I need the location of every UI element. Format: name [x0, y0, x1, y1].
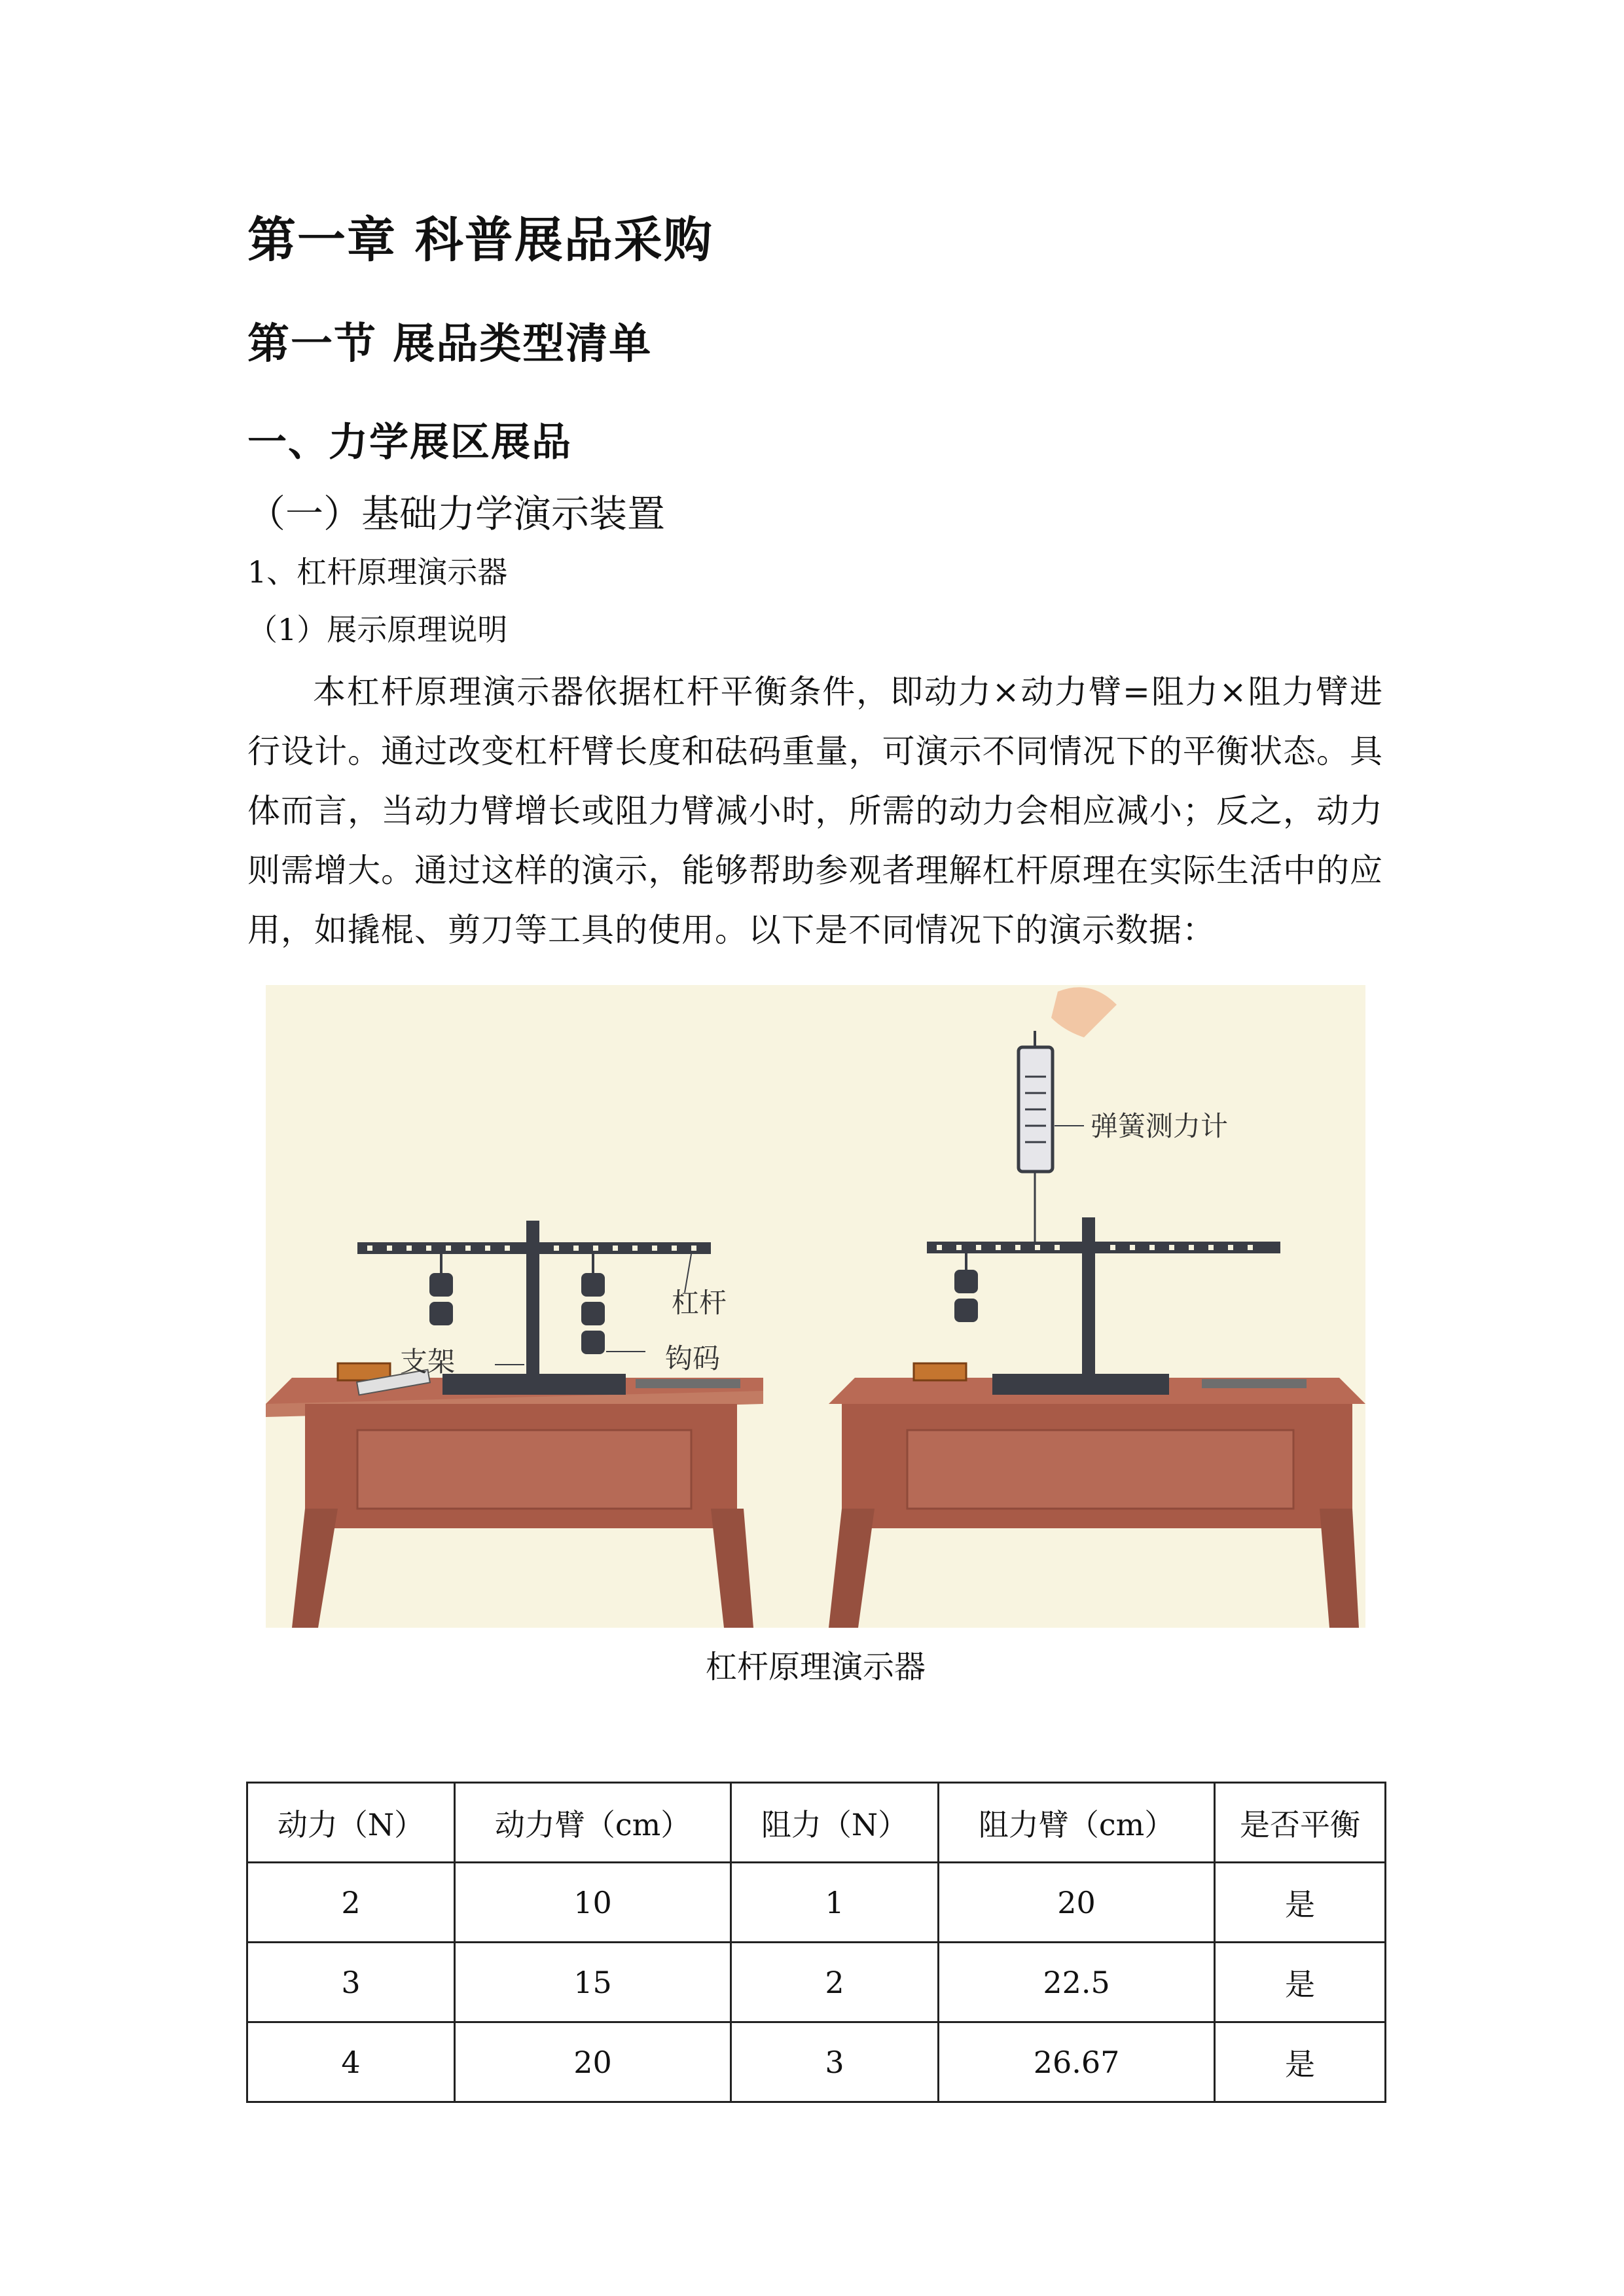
- left-weight-2: [429, 1302, 453, 1325]
- header-effort-arm: 动力臂（cm）: [455, 1783, 731, 1863]
- subsection-title: 一、力学展区展品: [247, 420, 572, 465]
- header-balanced: 是否平衡: [1215, 1783, 1386, 1863]
- cell-effort-arm: 20: [455, 2022, 731, 2102]
- item-subtitle: （1）展示原理说明: [247, 612, 508, 647]
- cell-effort-force: 2: [247, 1863, 455, 1943]
- right-stand-pole: [1082, 1217, 1095, 1374]
- right-stand-base: [992, 1374, 1169, 1395]
- label-weight: 钩码: [665, 1342, 721, 1374]
- cell-load-arm: 20: [939, 1863, 1215, 1943]
- right-scene-weight-2: [954, 1299, 978, 1322]
- lever-data-table: [246, 1782, 1386, 2103]
- description-paragraph: 本杠杆原理演示器依据杠杆平衡条件，即动力×动力臂=阻力×阻力臂进行设计。通过改变杠杆臂长度和砝码重量，可演示不同情况下的平衡状态。具体而言，当动力臂增长或阻力臂减小时，所需的动力会相应减小；反之，动力则需增大。通过这样的演示，能够帮助参观者理解杠杆原理在实际生活中的应用，如撬棍、剪刀等工具的使用。以下是不同情况下的演示数据：: [247, 673, 1383, 949]
- lever-demonstrator-figure: [266, 985, 1365, 1628]
- cell-effort-force: 4: [247, 2022, 455, 2102]
- item-title: 1、杠杆原理演示器: [247, 554, 508, 590]
- right-weight-2: [581, 1302, 605, 1325]
- left-weight-1: [429, 1273, 453, 1297]
- cell-balanced: 是: [1215, 2022, 1386, 2102]
- cell-effort-arm: 15: [455, 1943, 731, 2022]
- cell-load-arm: 22.5: [939, 1943, 1215, 2022]
- table-row: [247, 2022, 1386, 2102]
- cell-effort-arm: 10: [455, 1863, 731, 1943]
- lever-illustration: [266, 985, 1365, 1628]
- section-title: 第一节 展品类型清单: [247, 320, 653, 368]
- label-stand: 支架: [400, 1346, 456, 1378]
- right-weight-3: [581, 1331, 605, 1354]
- cell-load-force: 2: [731, 1943, 939, 2022]
- label-lever: 杠杆: [672, 1287, 727, 1319]
- table-header-row: [247, 1783, 1386, 1863]
- right-scene-weight-1: [954, 1270, 978, 1293]
- right-weight-1: [581, 1273, 605, 1297]
- label-spring-scale: 弹簧测力计: [1091, 1110, 1229, 1142]
- chapter-title: 第一章 科普展品采购: [247, 212, 713, 268]
- header-load-arm: 阻力臂（cm）: [939, 1783, 1215, 1863]
- cell-balanced: 是: [1215, 1863, 1386, 1943]
- category-title: （一）基础力学演示装置: [247, 492, 666, 536]
- cell-load-force: 3: [731, 2022, 939, 2102]
- cell-balanced: 是: [1215, 1943, 1386, 2022]
- left-stand-base: [442, 1374, 626, 1395]
- cell-load-arm: 26.67: [939, 2022, 1215, 2102]
- cell-effort-force: 3: [247, 1943, 455, 2022]
- table-row: [247, 1863, 1386, 1943]
- cell-load-force: 1: [731, 1863, 939, 1943]
- header-effort-force: 动力（N）: [247, 1783, 455, 1863]
- header-load-force: 阻力（N）: [731, 1783, 939, 1863]
- table-row: [247, 1943, 1386, 2022]
- figure-caption: 杠杆原理演示器: [705, 1649, 926, 1685]
